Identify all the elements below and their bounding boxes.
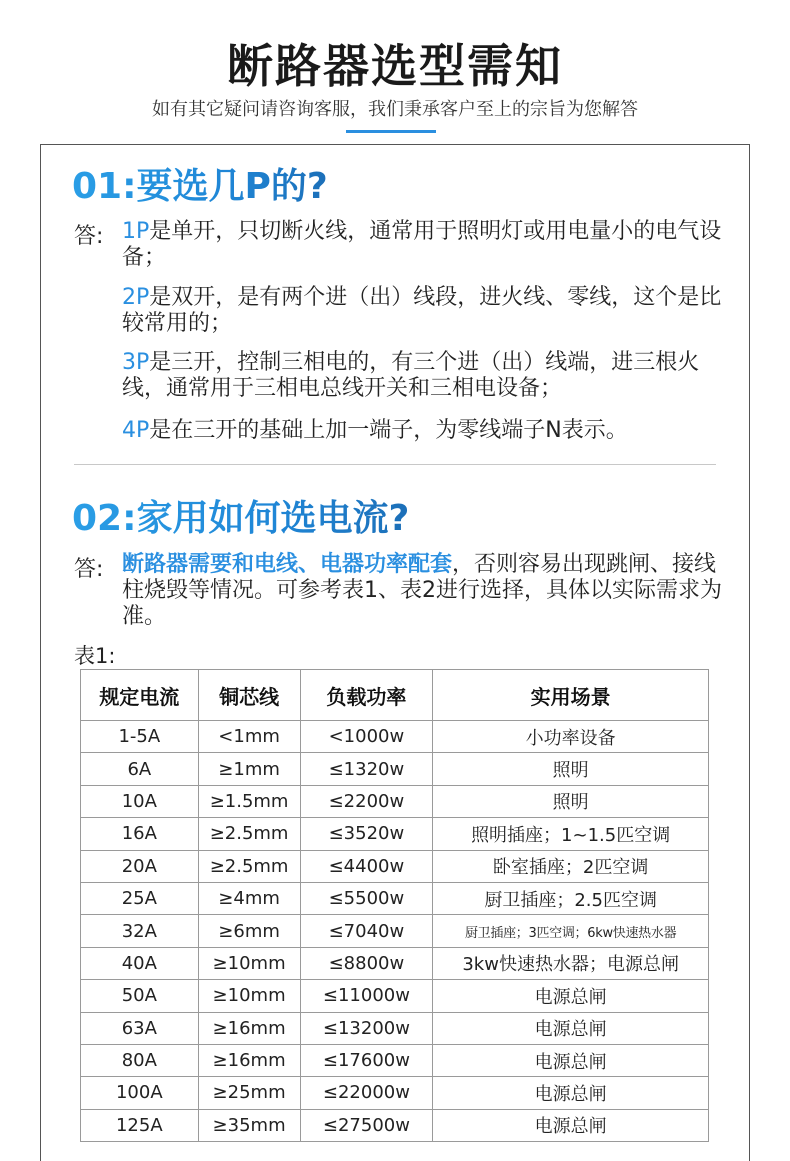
section1-item-3p bbox=[122, 350, 722, 402]
section2-answer-label: 答: bbox=[74, 557, 104, 582]
cell-power: ≤8800w bbox=[300, 947, 433, 979]
cell-power: <1000w bbox=[300, 721, 433, 753]
table-row bbox=[81, 753, 709, 785]
header-load-power: 负载功率 bbox=[300, 670, 433, 721]
section2-highlight: 断路器需要和电线、电器功率配套 bbox=[122, 552, 453, 577]
cell-current: 16A bbox=[81, 818, 199, 850]
table-row bbox=[81, 818, 709, 850]
cell-scene: 厨卫插座；2.5匹空调 bbox=[433, 882, 709, 914]
section1-item-1p bbox=[122, 219, 722, 271]
cell-current: 63A bbox=[81, 1012, 199, 1044]
cell-power: ≤5500w bbox=[300, 882, 433, 914]
cell-current: 125A bbox=[81, 1109, 199, 1141]
cell-power: ≤22000w bbox=[300, 1077, 433, 1109]
cell-scene: 电源总闸 bbox=[433, 1077, 709, 1109]
cell-scene: 厨卫插座；3匹空调；6kw快速热水器 bbox=[433, 915, 709, 947]
table-row bbox=[81, 947, 709, 979]
cell-scene: 小功率设备 bbox=[433, 721, 709, 753]
cell-wire: ≥25mm bbox=[198, 1077, 300, 1109]
cell-current: 10A bbox=[81, 785, 199, 817]
table-row bbox=[81, 882, 709, 914]
cell-power: ≤13200w bbox=[300, 1012, 433, 1044]
cell-wire: ≥1.5mm bbox=[198, 785, 300, 817]
cell-power: ≤3520w bbox=[300, 818, 433, 850]
table-row bbox=[81, 1044, 709, 1076]
cell-wire: ≥4mm bbox=[198, 882, 300, 914]
cell-wire: ≥10mm bbox=[198, 980, 300, 1012]
cell-scene: 电源总闸 bbox=[433, 1109, 709, 1141]
cell-current: 32A bbox=[81, 915, 199, 947]
header-copper-wire: 铜芯线 bbox=[198, 670, 300, 721]
section2-title: 02:家用如何选电流? bbox=[72, 490, 409, 541]
table-row bbox=[81, 850, 709, 882]
header-rated-current: 规定电流 bbox=[81, 670, 199, 721]
item-text: 是单开，只切断火线，通常用于照明灯或用电量小的电气设备； bbox=[122, 219, 722, 270]
cell-scene: 照明 bbox=[433, 753, 709, 785]
item-key: 1P bbox=[122, 219, 150, 244]
cell-wire: ≥1mm bbox=[198, 753, 300, 785]
cell-power: ≤27500w bbox=[300, 1109, 433, 1141]
item-key: 4P bbox=[122, 418, 150, 443]
table-row bbox=[81, 785, 709, 817]
section1-item-2p bbox=[122, 285, 722, 337]
item-text: 是三开，控制三相电的，有三个进（出）线端，进三根火线，通常用于三相电总线开关和三相电设备； bbox=[122, 350, 700, 401]
cell-wire: ≥35mm bbox=[198, 1109, 300, 1141]
section2-answer bbox=[122, 552, 722, 630]
cell-current: 40A bbox=[81, 947, 199, 979]
cell-current: 80A bbox=[81, 1044, 199, 1076]
cell-current: 6A bbox=[81, 753, 199, 785]
cell-power: ≤11000w bbox=[300, 980, 433, 1012]
table-row bbox=[81, 915, 709, 947]
header-use-scene: 实用场景 bbox=[433, 670, 709, 721]
item-text: 是在三开的基础上加一端子，为零线端子N表示。 bbox=[149, 418, 628, 443]
cell-wire: <1mm bbox=[198, 721, 300, 753]
table-row bbox=[81, 1077, 709, 1109]
cell-power: ≤1320w bbox=[300, 753, 433, 785]
title-underline bbox=[346, 130, 436, 133]
cell-power: ≤2200w bbox=[300, 785, 433, 817]
cell-power: ≤7040w bbox=[300, 915, 433, 947]
cell-scene: 电源总闸 bbox=[433, 980, 709, 1012]
spec-table bbox=[80, 669, 709, 1142]
cell-scene: 照明 bbox=[433, 785, 709, 817]
cell-current: 25A bbox=[81, 882, 199, 914]
table-caption: 表1: bbox=[74, 644, 116, 668]
table-header-row bbox=[81, 670, 709, 721]
cell-power: ≤4400w bbox=[300, 850, 433, 882]
page-title: 断路器选型需知 bbox=[227, 39, 563, 93]
cell-current: 100A bbox=[81, 1077, 199, 1109]
cell-wire: ≥6mm bbox=[198, 915, 300, 947]
cell-wire: ≥16mm bbox=[198, 1044, 300, 1076]
cell-scene: 电源总闸 bbox=[433, 1012, 709, 1044]
section1-title: 01:要选几P的? bbox=[72, 158, 328, 209]
section1-item-4p bbox=[122, 418, 722, 444]
cell-scene: 电源总闸 bbox=[433, 1044, 709, 1076]
cell-wire: ≥2.5mm bbox=[198, 818, 300, 850]
table-row bbox=[81, 1109, 709, 1141]
item-key: 3P bbox=[122, 350, 150, 375]
section2-text: ，否则容易出现跳闸、接线柱烧毁等情况。可参考表1、表2进行选择，具体以实际需求为准。 bbox=[122, 552, 722, 629]
cell-scene: 3kw快速热水器；电源总闸 bbox=[433, 947, 709, 979]
section-divider bbox=[74, 464, 716, 465]
cell-power: ≤17600w bbox=[300, 1044, 433, 1076]
item-text: 是双开，是有两个进（出）线段，进火线、零线，这个是比较常用的； bbox=[122, 285, 722, 336]
table-row bbox=[81, 1012, 709, 1044]
cell-current: 50A bbox=[81, 980, 199, 1012]
cell-scene: 卧室插座；2匹空调 bbox=[433, 850, 709, 882]
page-subtitle: 如有其它疑问请咨询客服，我们秉承客户至上的宗旨为您解答 bbox=[152, 99, 638, 120]
cell-wire: ≥2.5mm bbox=[198, 850, 300, 882]
cell-wire: ≥16mm bbox=[198, 1012, 300, 1044]
cell-wire: ≥10mm bbox=[198, 947, 300, 979]
cell-scene: 照明插座；1~1.5匹空调 bbox=[433, 818, 709, 850]
table-row bbox=[81, 721, 709, 753]
item-key: 2P bbox=[122, 285, 150, 310]
section1-answer-label: 答: bbox=[74, 224, 104, 249]
cell-current: 1-5A bbox=[81, 721, 199, 753]
table-row bbox=[81, 980, 709, 1012]
cell-current: 20A bbox=[81, 850, 199, 882]
